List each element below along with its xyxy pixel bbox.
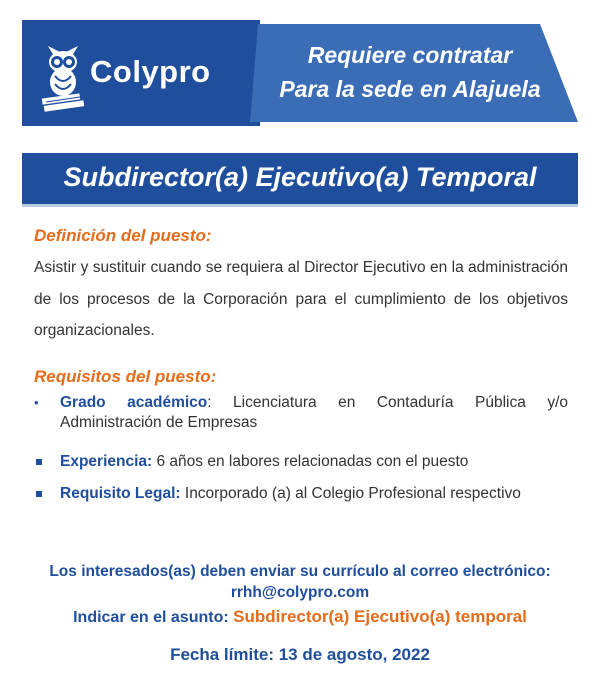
email-link[interactable]: rrhh@colypro.com (230, 584, 370, 601)
banner (250, 24, 578, 122)
definition-heading: Definición del puesto: (34, 226, 212, 245)
requirement-label: Grado académico (60, 394, 208, 411)
requirement-text (60, 452, 568, 472)
requirement-value: 6 años en labores relacionadas con el puesto (152, 453, 469, 470)
requirements-heading: Requisitos del puesto: (34, 367, 217, 386)
definition-text: Asistir y sustituir cuando se requiera al Director Ejecutivo en la administración de los procesos de la Corporación para el cumplimiento de los objetivos organizacionales. (34, 259, 568, 339)
requirement-text (60, 484, 568, 504)
subject-value: Subdirector(a) Ejecutivo(a) temporal (233, 607, 527, 626)
logo-text: Colypro (90, 54, 211, 89)
requirement-label: Requisito Legal: (60, 485, 181, 502)
logo (22, 20, 260, 126)
application-instructions: Los interesados(as) deben enviar su currículo al correo electrónico: (49, 563, 551, 580)
subject-label: Indicar en el asunto: (73, 609, 234, 626)
bullet-icon: • (34, 395, 39, 410)
deadline: Fecha límite: 13 de agosto, 2022 (170, 645, 430, 664)
requirement-label: Experiencia: (60, 453, 153, 470)
owl-icon (40, 42, 92, 112)
logo-wrap (40, 42, 250, 112)
requirement-value: Incorporado (a) al Colegio Profesional respectivo (180, 485, 521, 502)
bullet-icon (36, 459, 42, 465)
banner-text (250, 38, 570, 106)
requirement-text (60, 393, 568, 433)
header (22, 20, 578, 126)
subject-line (0, 607, 600, 627)
requirement-value: : Licenciatura en Contaduría Pública y/o Administración de Empresas (60, 394, 568, 431)
banner-line-1: Requiere contratar (307, 42, 513, 68)
bullet-icon (36, 491, 42, 497)
title-bar (22, 153, 578, 207)
page-title: Subdirector(a) Ejecutivo(a) Temporal (63, 162, 537, 192)
banner-line-2: Para la sede en Alajuela (279, 76, 541, 102)
